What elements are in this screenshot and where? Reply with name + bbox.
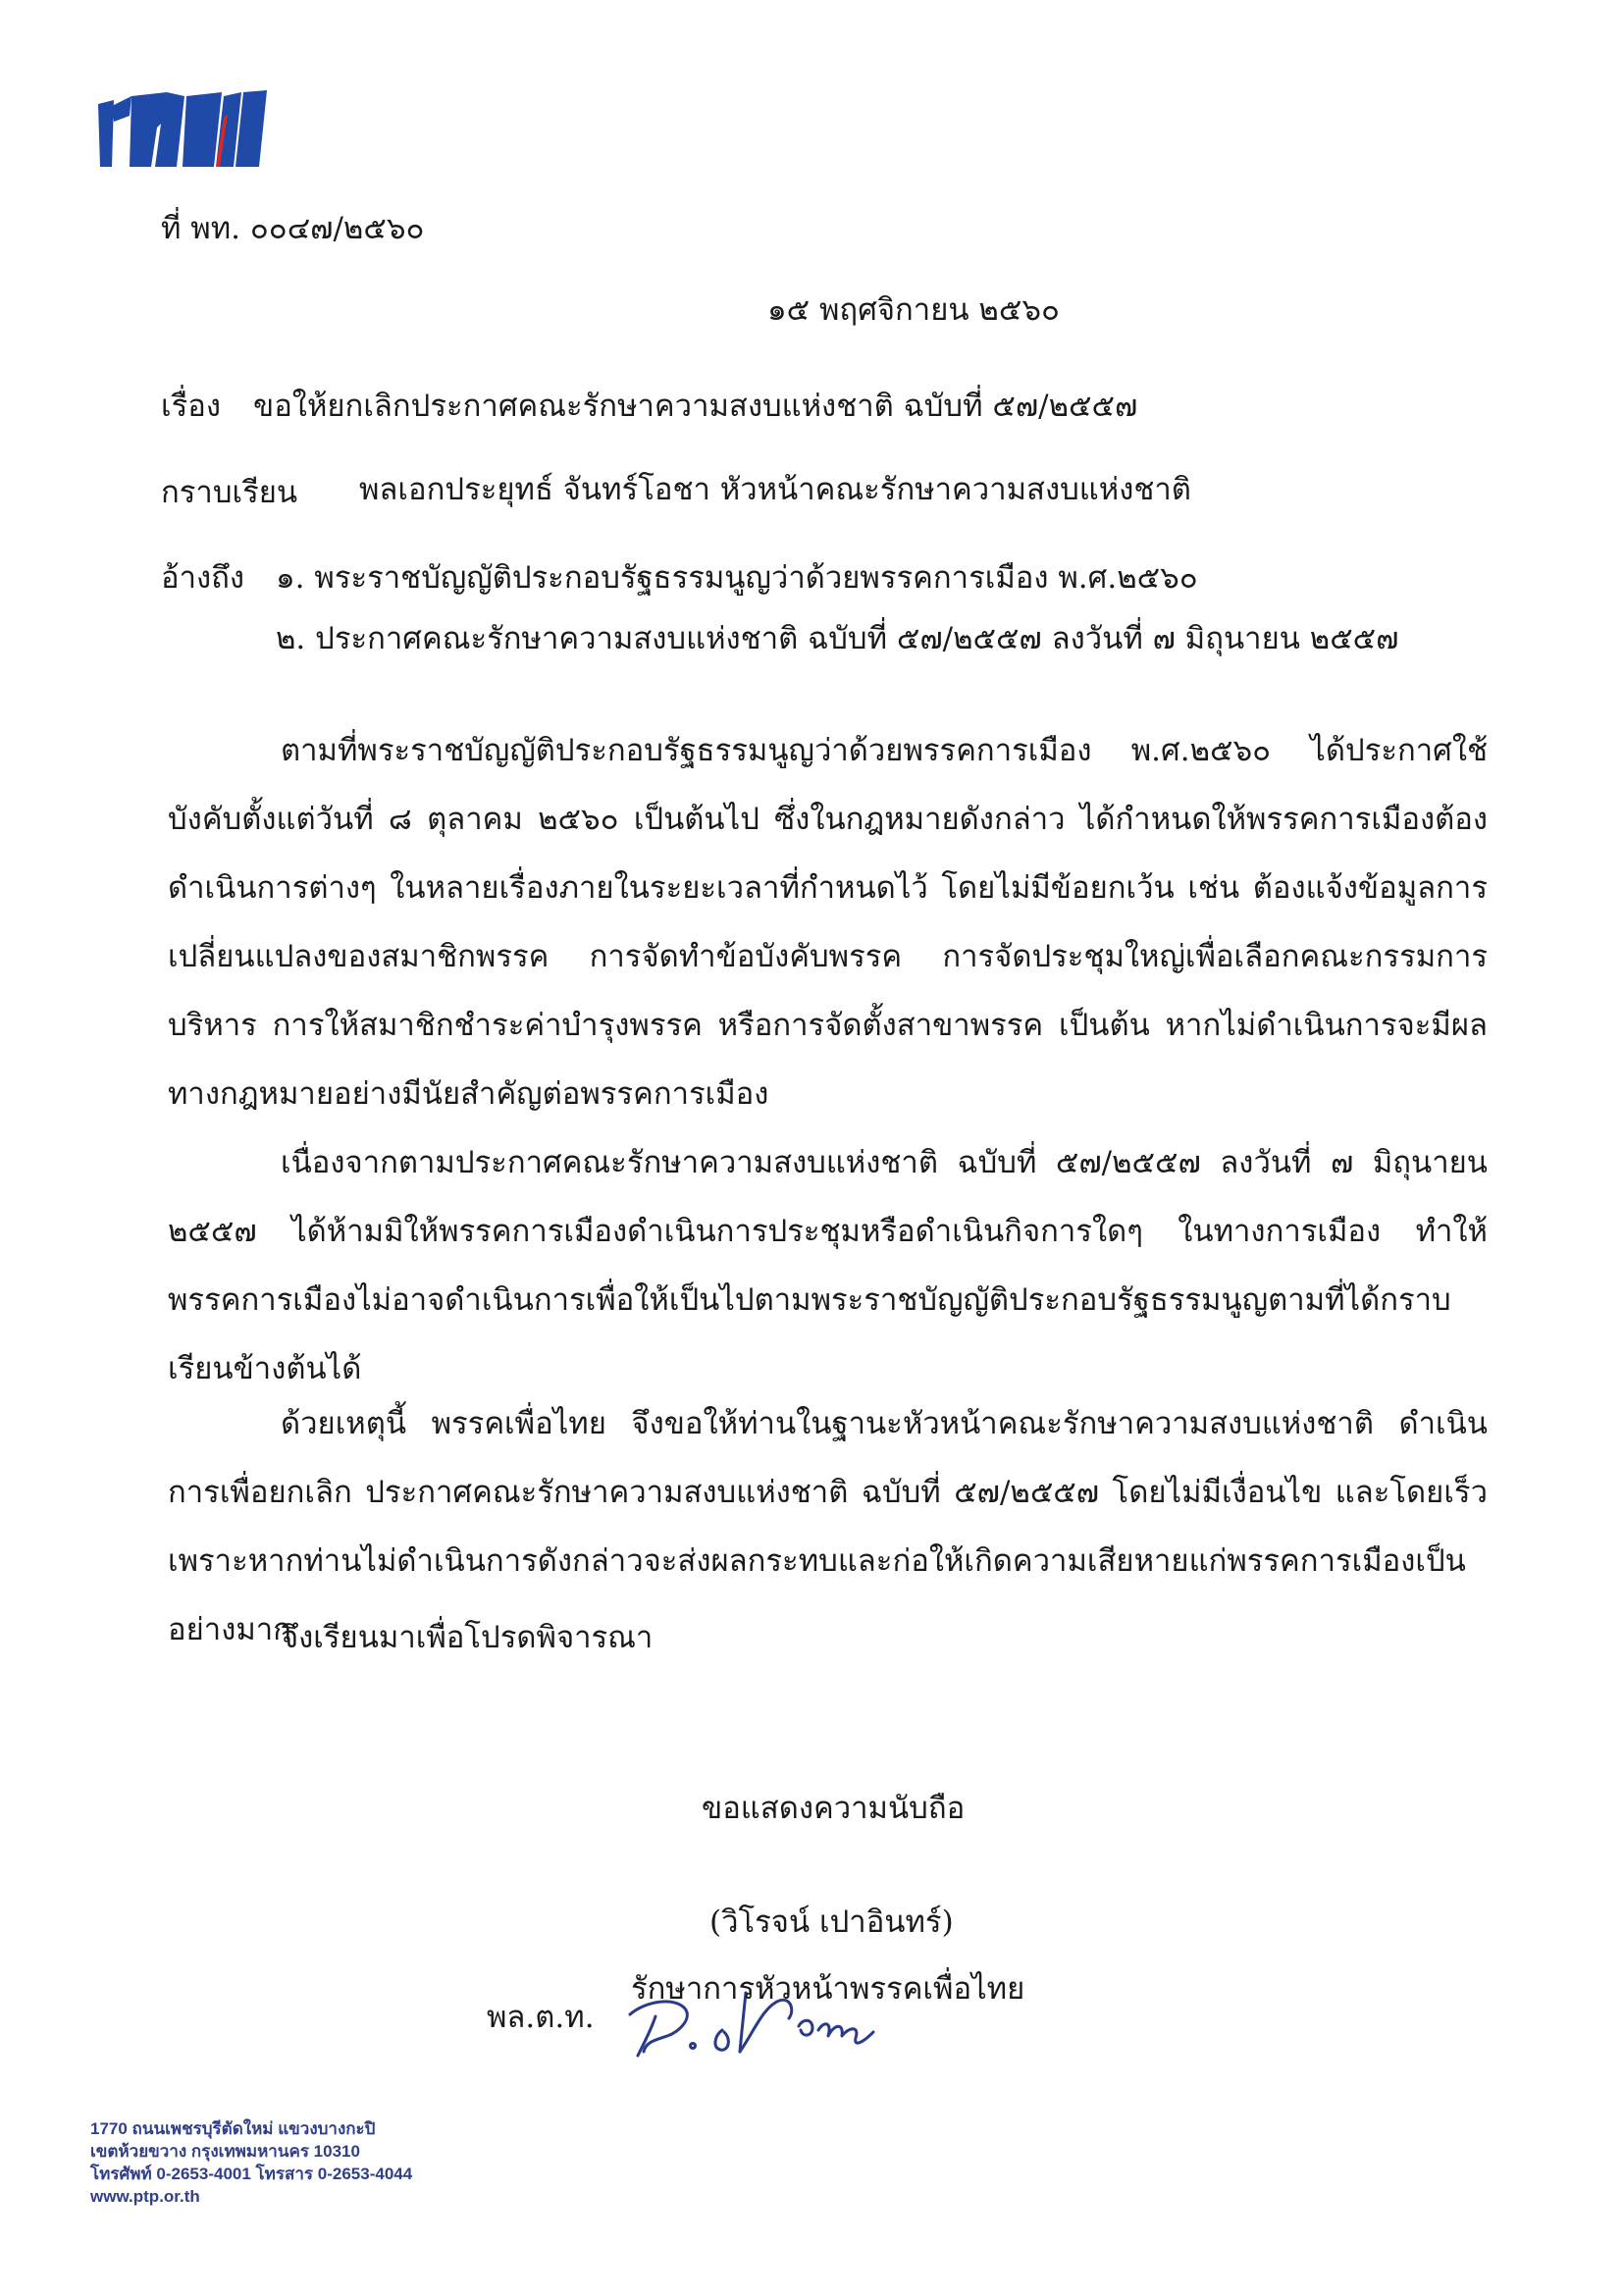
closing-request: จึงเรียนมาเพื่อโปรดพิจารณา: [281, 1620, 654, 1655]
subject-label: เรื่อง: [161, 389, 222, 424]
letterhead-footer: [90, 2117, 412, 2208]
signatory-position: รักษาการหัวหน้าพรรคเพื่อไทย: [631, 1971, 1025, 2007]
signatory-rank: พล.ต.ท.: [487, 2000, 595, 2035]
closing-salutation: ขอแสดงความนับถือ: [702, 1791, 966, 1826]
signatory-name: (วิโรจน์ เปาอินทร์): [709, 1905, 954, 1940]
subject-text: ขอให้ยกเลิกประกาศคณะรักษาความสงบแห่งชาติ ฉบับที่ ๕๗/๒๕๕๗: [253, 389, 1138, 424]
body-paragraph-1: [168, 716, 1488, 1128]
party-logo: [98, 88, 285, 175]
footer-phone: โทรศัพท์ 0-2653-4001 โทรสาร 0-2653-4044: [90, 2165, 413, 2183]
references-label: อ้างถึง: [161, 560, 245, 596]
footer-website[interactable]: www.ptp.or.th: [90, 2187, 200, 2206]
letter-date: ๑๕ พฤศจิกายน ๒๕๖๐: [767, 292, 1060, 328]
reference-item: ๑. พระราชบัญญัติประกอบรัฐธรรมนูญว่าด้วยพรรคการเมือง พ.ศ.๒๕๖๐: [276, 560, 1198, 596]
recipient-text: พลเอกประยุทธ์ จันทร์โอชา หัวหน้าคณะรักษาความสงบแห่งชาติ: [359, 472, 1191, 507]
recipient-label: กราบเรียน: [161, 475, 298, 510]
paragraph-text: ด้วยเหตุนี้ พรรคเพื่อไทย จึงขอให้ท่านในฐานะหัวหน้าคณะรักษาความสงบแห่งชาติ ดำเนินการเพื่อยกเลิก ประกาศคณะรักษาความสงบแห่งชาติ ฉบับที่ ๕๗/๒๕๕๗ โดยไม่มีเงื่อนไข และโดยเร็ว เพราะหากท่านไม่ดำเนินการดังกล่าวจะส่งผลกระทบและก่อให้เกิดความเสียหายแก่พรรคการเมืองเป็นอย่างมาก: [168, 1406, 1488, 1647]
reference-item: ๒. ประกาศคณะรักษาความสงบแห่งชาติ ฉบับที่ ๕๗/๒๕๕๗ ลงวันที่ ๗ มิถุนายน ๒๕๕๗: [276, 621, 1399, 656]
paragraph-text: ตามที่พระราชบัญญัติประกอบรัฐธรรมนูญว่าด้วยพรรคการเมือง พ.ศ.๒๕๖๐ ได้ประกาศใช้บังคับตั้งแต่วันที่ ๘ ตุลาคม ๒๕๖๐ เป็นต้นไป ซึ่งในกฎหมายดังกล่าว ได้กำหนดให้พรรคการเมืองต้องดำเนินการต่างๆ ในหลายเรื่องภายในระยะเวลาที่กำหนดไว้ โดยไม่มีข้อยกเว้น เช่น ต้องแจ้งข้อมูลการเปลี่ยนแปลงของสมาชิกพรรค การจัดทำข้อบังคับพรรค การจัดประชุมใหญ่เพื่อเลือกคณะกรรมการบริหาร การให้สมาชิกชำระค่าบำรุงพรรค หรือการจัดตั้งสาขาพรรค เป็นต้น หากไม่ดำเนินการจะมีผลทางกฎหมายอย่างมีนัยสำคัญต่อพรรคการเมือง: [168, 733, 1488, 1112]
reference-number: ที่ พท. ๐๐๔๗/๒๕๖๐: [161, 211, 425, 246]
body-paragraph-2: [168, 1128, 1488, 1403]
footer-address-line-1: 1770 ถนนเพชรบุรีตัดใหม่ แขวงบางกะปิ: [90, 2119, 376, 2138]
paragraph-text: เนื่องจากตามประกาศคณะรักษาความสงบแห่งชาติ ฉบับที่ ๕๗/๒๕๕๗ ลงวันที่ ๗ มิถุนายน ๒๕๕๗ ได้ห้ามมิให้พรรคการเมืองดำเนินการประชุมหรือดำเนินกิจการใดๆ ในทางการเมือง ทำให้พรรคการเมืองไม่อาจดำเนินการเพื่อให้เป็นไปตามพระราชบัญญัติประกอบรัฐธรรมนูญตามที่ได้กราบเรียนข้างต้นได้: [168, 1145, 1488, 1386]
footer-address-line-2: เขตห้วยขวาง กรุงเทพมหานคร 10310: [90, 2142, 360, 2161]
